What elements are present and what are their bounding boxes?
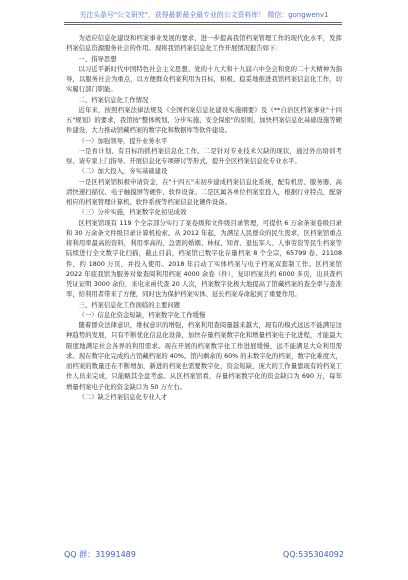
intro-paragraph: 为适应信息化建设和档案事业发展的要求，进一步提高我馆档案管理工作的现代化水平，发挥档案信息资源服务社会的作用。现将我馆档案信息化工作开展情况报告如下： [66, 35, 342, 53]
subheading-digitization: （三）分步实施，档案数字化初见成效 [78, 209, 187, 217]
header-banner: 关注头条号"公文研究"，获得最新最全最专业的公文资料库！ 微信：gongwenv1 [79, 11, 329, 19]
paragraph: 随着群众法律意识，维权意识的增强，档案利用查阅量越来越大，现有的模式远远不能满足这种趋势的发展，只有不断优化信息化设备，加快存量档案数字化和增量档案电子化进程，才能最大限度地满足社会各界的利用需求。现在开展的档案数字化工作进展缓慢，远不能满足大众利用需求。现在数字化完成约占馆藏档案的 40%。馆内剩余的 60% 的未数字化的档案，数字化难度大，而档案的数量还在不断增加，新进的档案也需要数字化，资金短缺，庞大的工作量靠现有的档案工作人员来完成，只能略其全盘考虑。从区档案馆看，存量档案数字化的资金缺口为 690 万，每年增量档案电子化的资金缺口为 50 万左右。 [66, 322, 342, 391]
section-heading-guiding-ideology: 一、指导思想 [78, 55, 117, 63]
paragraph: 区档案馆现有 119 个全宗部分实行了案卷级和文件级目录管理，可提供 6 万余条案卷级目录和 30 万余条文件级目录计算机检索。从 2012 年起，为满足人民群众的民生需求，区档案馆重点将利用率最高的资料，利用率高的、急需的婚姻、林权、知青、退伍军人、人事劳资等民生档案等陆续进行全文数字化扫描，截止目前，档案馆已数字化存量档案 8 个全宗，65799 卷、21108 件，约 1800 万页，并投入使用。2018 年启动了实体档案与电子档案双套制工作。区档案馆 2022 年底我馆为服务对象查阅利用档案 4000 余卷（件），复印档案共约 6000 多页，出具查档凭证证明 3000 余份，来电来函代查 20 人次，档案数字化极大地提高了馆藏档案的查全率与查准率，给利用者带来了方便，同时也为保护档案实体、延长档案寿命起到了重要作用。 [66, 219, 342, 299]
paragraph: 近年来，按照档案法律法规及《全国档案信息化建设实施纲要》及《**自治区档案事业"十四五"规划》的要求，我馆按"整体规划、分步实施、安全保密"的原则，加快档案信息化基础设施等硬件建设，大力推动馆藏档案的数字化和数据库等软件建设。 [66, 106, 342, 135]
subheading-leadership: （一）加强领导，提升业务水平 [78, 137, 168, 145]
document-body [66, 34, 342, 403]
subheading-investment: （二）加大投入，夯实基础建设 [78, 168, 168, 176]
section-heading-problems: 三、档案信息化工作面临的主要问题 [78, 301, 181, 309]
subheading-talent-shortage: （二）缺乏档案信息化专业人才 [78, 393, 168, 401]
section-heading-work-status: 二、档案信息化工作情况 [78, 96, 149, 104]
footer [64, 549, 344, 561]
paragraph: 以习近平新时代中国特色社会主义思想、党的十九大和十九届六中全会和党的二十大精神为指导，以服务社会为重点，以方便群众档案利用为目标，积极、稳妥地推进我馆档案信息化工作，切实履行部门职能。 [66, 65, 342, 94]
header-rule-top [64, 22, 342, 23]
footer-qq: QQ:535304092 [282, 550, 344, 559]
paragraph: 一是区档案馆积极申请资金，在"十四五"末初步建成档案信息化系统，配有机房、服务器、高清快速扫描仪、电子触摸屏等硬件、软件设备。二是区属各单位档案室投入，根据行业特点，配备相应的档案管理计算机、软件系统等档案信息化硬件设备。 [66, 178, 342, 206]
footer-qq-group: QQ 群：31991489 [64, 550, 136, 559]
header-rule-bottom [64, 24, 342, 25]
subheading-funding-shortage: （一）信息化资金短缺，档案数字化工作缓慢 [78, 311, 206, 319]
paragraph: 一是育计划、有目标的抓档案信息化工作。二是针对专业技术欠缺的现状，通过外出培训考察、请专家上门指导、开展信息化专项研讨等形式，提升全区档案信息化专业水平。 [66, 147, 342, 165]
